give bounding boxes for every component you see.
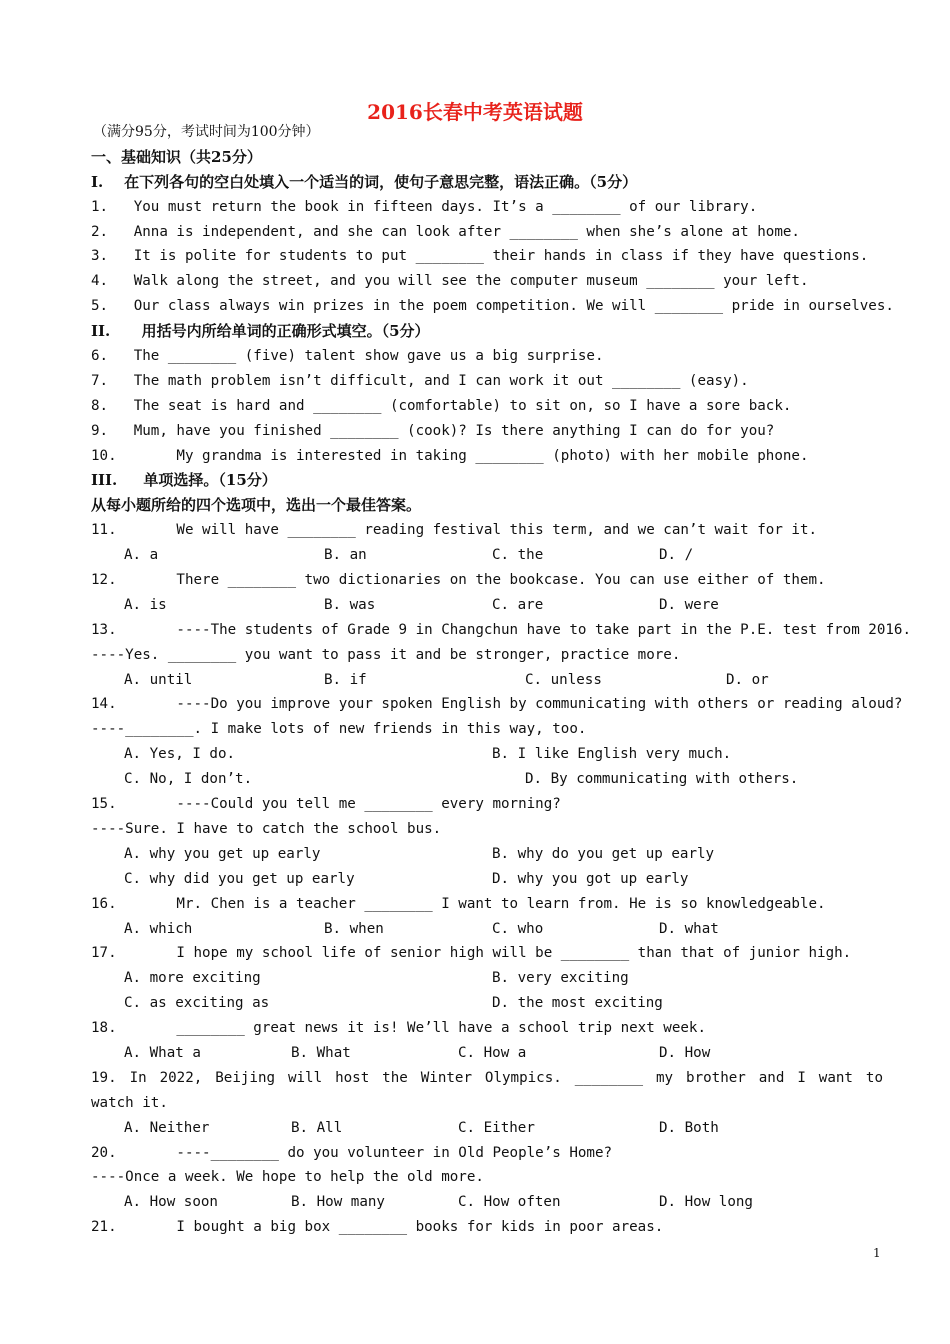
option: C. unless	[525, 671, 602, 688]
question-4: 4. Walk along the street, and you will see the computer museum ________ your left.	[91, 273, 809, 290]
question-19: 19. In 2022, Beijing will host the Winter Olympics. ________ my brother and I want to	[91, 1069, 883, 1086]
option: B. What	[291, 1044, 351, 1061]
part-heading: II. 用括号内所给单词的正确形式填空。（5分）	[91, 322, 430, 341]
option: B. I like English very much.	[492, 746, 732, 763]
options-row	[91, 742, 883, 767]
option: C. Either	[458, 1119, 535, 1136]
question-1: 1. You must return the book in fifteen days. It’s a ________ of our library.	[91, 198, 758, 215]
option: B. All	[291, 1119, 343, 1136]
question-6: 6. The ________ (five) talent show gave us a big surprise.	[91, 348, 604, 365]
question-12: 12. There ________ two dictionaries on the bookcase. You can use either of them.	[91, 572, 826, 589]
options-row	[91, 767, 883, 792]
option: C. why did you get up early	[124, 870, 355, 887]
option: A. Yes, I do.	[124, 746, 236, 763]
option: C. are	[492, 596, 544, 613]
section-heading: 一、基础知识（共25分）	[91, 147, 262, 166]
option: A. why you get up early	[124, 845, 321, 862]
options-row	[91, 867, 883, 892]
options-row	[91, 1041, 883, 1066]
option: C. How a	[458, 1044, 527, 1061]
exam-content	[91, 120, 911, 1240]
question-18: 18. ________ great news it is! We’ll have a school trip next week.	[91, 1020, 706, 1037]
option: D. How long	[659, 1194, 753, 1211]
option: D. were	[659, 596, 719, 613]
options-row	[91, 593, 883, 618]
question-15-reply: ----Sure. I have to catch the school bus.	[91, 820, 442, 837]
question-7: 7. The math problem isn’t difficult, and I can work it out ________ (easy).	[91, 372, 749, 389]
option: B. when	[324, 920, 384, 937]
part-heading: I. 在下列各句的空白处填入一个适当的词，使句子意思完整，语法正确。（5分）	[91, 172, 638, 191]
question-15: 15. ----Could you tell me ________ every morning?	[91, 796, 561, 813]
question-11: 11. We will have ________ reading festival this term, and we can’t wait for it.	[91, 522, 818, 539]
options-row	[91, 842, 883, 867]
option: D. /	[659, 547, 694, 564]
options-row	[91, 966, 883, 991]
option: A. until	[124, 671, 193, 688]
options-row	[91, 917, 883, 942]
option: B. an	[324, 547, 367, 564]
option: A. How soon	[124, 1194, 218, 1211]
options-row	[91, 668, 883, 693]
option: B. if	[324, 671, 367, 688]
exam-subtitle: （满分95分，考试时间为100分钟）	[93, 124, 320, 140]
option: D. the most exciting	[492, 995, 663, 1012]
part-instruction: 从每小题所给的四个选项中，选出一个最佳答案。	[91, 496, 422, 515]
options-row	[91, 1116, 883, 1141]
option: B. why do you get up early	[492, 845, 715, 862]
options-row	[91, 1190, 883, 1215]
option: B. very exciting	[492, 970, 629, 987]
question-19-cont: watch it.	[91, 1094, 168, 1111]
option: D. Both	[659, 1119, 719, 1136]
option: C. the	[492, 547, 544, 564]
question-20: 20. ----________ do you volunteer in Old People’s Home?	[91, 1144, 613, 1161]
option: B. was	[324, 596, 376, 613]
question-5: 5. Our class always win prizes in the poem competition. We will ________ pride in ourselves.	[91, 298, 894, 315]
option: C. as exciting as	[124, 995, 270, 1012]
option: C. No, I don’t.	[124, 771, 253, 788]
option: C. who	[492, 920, 544, 937]
page-title: 2016长春中考英语试题	[367, 100, 583, 124]
question-3: 3. It is polite for students to put ________ their hands in class if they have questions.	[91, 248, 869, 265]
question-16: 16. Mr. Chen is a teacher ________ I want to learn from. He is so knowledgeable.	[91, 895, 826, 912]
question-14-reply: ----________. I make lots of new friends in this way, too.	[91, 721, 587, 738]
option: D. How	[659, 1044, 711, 1061]
question-13-reply: ----Yes. ________ you want to pass it and be stronger, practice more.	[91, 646, 681, 663]
option: D. why you got up early	[492, 870, 689, 887]
options-row	[91, 543, 883, 568]
question-8: 8. The seat is hard and ________ (comfortable) to sit on, so I have a sore back.	[91, 397, 792, 414]
option: A. which	[124, 920, 193, 937]
question-10: 10. My grandma is interested in taking ________ (photo) with her mobile phone.	[91, 447, 809, 464]
question-17: 17. I hope my school life of senior high will be ________ than that of junior high.	[91, 945, 852, 962]
option: A. a	[124, 547, 159, 564]
question-2: 2. Anna is independent, and she can look after ________ when she’s alone at home.	[91, 223, 800, 240]
question-13: 13. ----The students of Grade 9 in Changchun have to take part in the P.E. test from 2016.	[91, 621, 911, 638]
option: A. more exciting	[124, 970, 261, 987]
option: A. What a	[124, 1044, 201, 1061]
question-9: 9. Mum, have you finished ________ (cook)? Is there anything I can do for you?	[91, 422, 775, 439]
part-heading: III. 单项选择。（15分）	[91, 471, 277, 490]
question-20-reply: ----Once a week. We hope to help the old more.	[91, 1169, 484, 1186]
option: A. is	[124, 596, 167, 613]
page-number: 1	[873, 1246, 881, 1260]
option: A. Neither	[124, 1119, 210, 1136]
option: D. By communicating with others.	[525, 771, 799, 788]
option: C. How often	[458, 1194, 561, 1211]
question-14: 14. ----Do you improve your spoken English by communicating with others or reading aloud?	[91, 696, 903, 713]
options-row	[91, 991, 883, 1016]
option: D. what	[659, 920, 719, 937]
option: D. or	[726, 671, 769, 688]
option: B. How many	[291, 1194, 385, 1211]
question-21: 21. I bought a big box ________ books for kids in poor areas.	[91, 1219, 664, 1236]
